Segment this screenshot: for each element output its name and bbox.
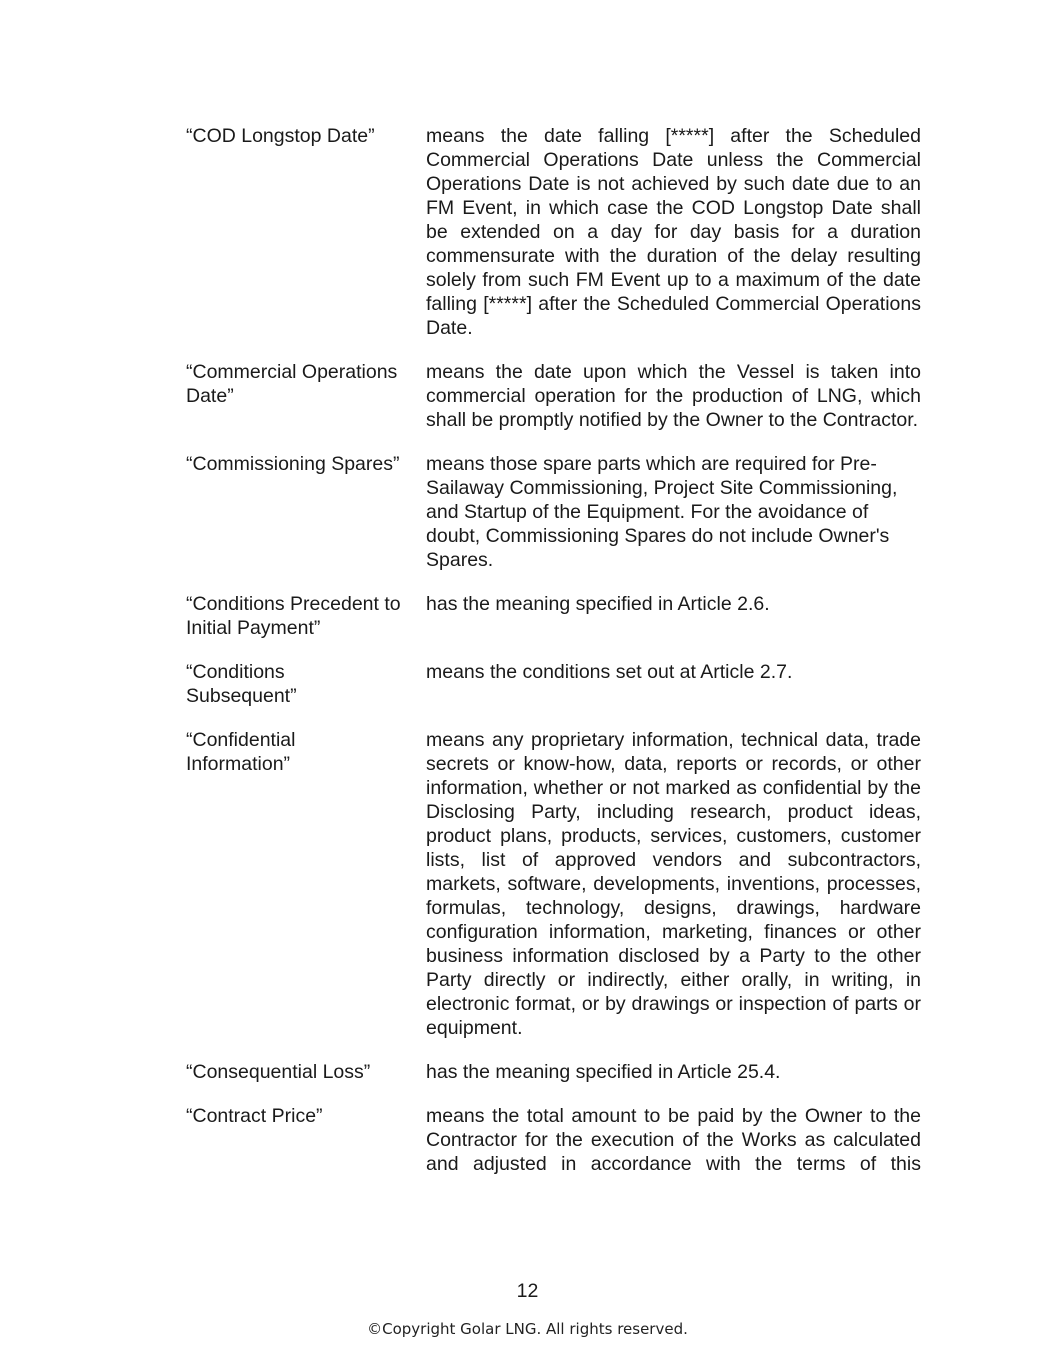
definition-row — [186, 452, 921, 572]
definition-term: “Commercial Operations Date” — [186, 361, 398, 407]
definition-text: means the date upon which the Vessel is taken into commercial operation for the production of LNG, which shall be promptly notified by the Owner to the Contractor. — [426, 361, 921, 431]
definition-row — [186, 360, 921, 432]
definition-term: “Conditions Precedent to Initial Payment” — [186, 593, 401, 639]
definition-term: “Confidential Information” — [186, 729, 296, 775]
definition-row — [186, 660, 921, 708]
definition-text: means any proprietary information, technical data, trade secrets or know-how, data, reports or records, or other information, whether or not marked as confidential by the Disclosing Party, including research, product ideas, product plans, products, services, customers, customer lists, list of approved vendors and subcontractors, markets, software, developments, inventions, processes, formulas, technology, designs, drawings, hardware configuration information, marketing, finances or other business information disclosed by a Party to the other Party directly or indirectly, either orally, in writing, in electronic format, or by drawings or inspection of parts or equipment. — [426, 729, 921, 1039]
definition-text: means those spare parts which are required for Pre-Sailaway Commissioning, Project Site Commissioning, and Startup of the Equipment. For the avoidance of doubt, Commissioning Spares do not include Owner's Spares. — [426, 453, 898, 571]
definition-row — [186, 592, 921, 640]
definition-term: “Contract Price” — [186, 1105, 323, 1127]
copyright-notice: ©Copyright Golar LNG. All rights reserved. — [367, 1320, 688, 1338]
definition-term: “Conditions Subsequent” — [186, 661, 297, 707]
definition-row — [186, 728, 921, 1040]
definition-term: “COD Longstop Date” — [186, 125, 375, 147]
definition-term: “Consequential Loss” — [186, 1061, 371, 1083]
definition-row — [186, 124, 921, 340]
definition-row — [186, 1060, 921, 1084]
page-number: 12 — [516, 1280, 539, 1302]
definition-text: has the meaning specified in Article 2.6. — [426, 593, 770, 615]
definitions-list — [186, 124, 921, 1176]
definition-text: means the date falling [*****] after the Scheduled Commercial Operations Date unless the Commercial Operations Date is not achieved by such date due to an FM Event, in which case the COD Longstop Date shall be extended on a day for day basis for a duration commensurate with the duration of the delay resulting solely from such FM Event up to a maximum of the date falling [*****] after the Scheduled Commercial Operations Date. — [426, 125, 921, 339]
definition-text: means the conditions set out at Article 2.7. — [426, 661, 793, 683]
definition-term: “Commissioning Spares” — [186, 453, 400, 475]
definition-row — [186, 1104, 921, 1176]
definition-text: has the meaning specified in Article 25.4. — [426, 1061, 781, 1083]
definition-text: means the total amount to be paid by the Owner to the Contractor for the execution of the Works as calculated and adjusted in accordance with the terms of this — [426, 1105, 921, 1175]
